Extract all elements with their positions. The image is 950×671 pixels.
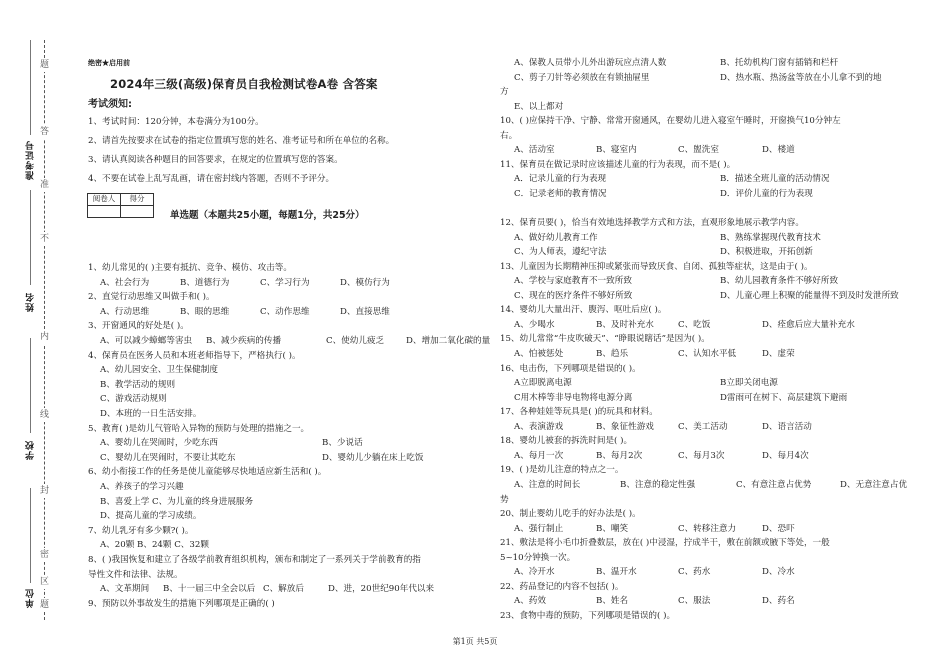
answer-option: A、药效 xyxy=(514,596,546,607)
answer-option: D雷雨可在树下、高层建筑下避雨 xyxy=(720,392,848,403)
notice-item: 1、考试时间：120分钟，本卷满分为100分。 xyxy=(88,117,264,127)
answer-option: A、社会行为 xyxy=(100,277,150,288)
answer-option: A、保教人员带小儿外出游玩应点清人数 xyxy=(514,58,667,68)
answer-option: A立即脱离电源 xyxy=(514,378,572,389)
answer-option: C、动作思维 xyxy=(260,306,310,317)
answer-option: D、直接思维 xyxy=(340,306,390,317)
notice-item: 3、请认真阅读各种题目的回答要求，在规定的位置填写您的答案。 xyxy=(88,155,343,165)
answer-option: A、20颗 B、24颗 C、32颗 xyxy=(100,540,209,551)
secret-mark: 绝密★启用前 xyxy=(88,58,130,67)
question-text: 4、保育员在医务人员和本班老师指导下，严格执行( )。 xyxy=(88,350,301,361)
question-text: 19、( )是幼儿注意的特点之一。 xyxy=(500,465,624,476)
question-text: 17、各种娃娃等玩具是( )的玩具和材料。 xyxy=(500,407,658,418)
answer-option: C．记录老师的教育情况 xyxy=(514,188,607,199)
answer-option: D、语言活动 xyxy=(762,421,812,432)
answer-option: B、姓名 xyxy=(596,596,629,607)
margin-label-name: 姓名 xyxy=(26,292,36,312)
section-title: 单选题（本题共25小题，每题1分，共25分） xyxy=(170,210,365,221)
notice-item: 2、请首先按要求在试卷的指定位置填写您的姓名、准考证号和所在单位的名称。 xyxy=(88,136,395,146)
answer-option: B、及时补充水 xyxy=(596,319,654,330)
answer-option: C、使幼儿疲乏 xyxy=(326,336,385,346)
answer-option: A、学校与家庭教育不一致所致 xyxy=(514,276,632,287)
answer-option: A、少喝水 xyxy=(514,319,555,330)
answer-option: C、婴幼儿在哭闹时，不要让其吃东 xyxy=(100,452,236,463)
score-table xyxy=(87,193,154,218)
unit-field xyxy=(30,488,31,583)
question-text: 6、幼小衔接工作的任务是使儿童能够尽快地适应新生活和( )。 xyxy=(88,467,327,478)
answer-option: D、药名 xyxy=(762,596,795,607)
answer-option: D、虚荣 xyxy=(762,349,795,359)
question-text: 势 xyxy=(500,494,509,505)
seal-char: 线 xyxy=(40,408,49,422)
answer-option: A、文革期间 xyxy=(100,584,150,595)
answer-option: C、转移注意力 xyxy=(678,523,737,534)
question-text: E、以上都对 xyxy=(514,101,564,112)
answer-option: A、怕被惩处 xyxy=(514,349,564,359)
answer-option: B、嘲笑 xyxy=(596,523,629,534)
question-text: 方 xyxy=(500,87,509,98)
answer-option: D、恐吓 xyxy=(762,523,795,534)
answer-option: D．评价儿童的行为表现 xyxy=(720,188,813,199)
question-text: 8、( )我国恢复和建立了各级学前教育组织机构，颁布和制定了一系列关于学前教育的指 xyxy=(88,555,421,565)
answer-option: B、眼的思维 xyxy=(180,306,230,317)
answer-option: C用木棒等非导电物将电源分离 xyxy=(514,392,633,403)
answer-option: A、可以减少蟑螂等害虫 xyxy=(100,336,193,346)
answer-option: B、十一届三中全会以后 xyxy=(163,584,256,595)
answer-option: D、本班的一日生活安排。 xyxy=(100,409,202,419)
seal-char: 题 xyxy=(40,58,49,72)
answer-option: D、儿童心理上积聚的能量得不到及时发泄所致 xyxy=(720,290,899,301)
page-title: 2024年三级(高级)保育员自我检测试卷A卷 含答案 xyxy=(110,77,378,91)
seal-char: 答 xyxy=(40,125,49,139)
seal-char: 准 xyxy=(40,178,49,192)
margin-label-unit: 单位 xyxy=(26,588,36,608)
answer-option: C、药水 xyxy=(678,567,711,578)
answer-option: B、幼儿园教育条件不够好所致 xyxy=(720,276,839,287)
question-text: 20、制止婴幼儿吃手的好办法是( )。 xyxy=(500,509,641,520)
answer-option: B．描述全班儿童的活动情况 xyxy=(720,174,830,185)
question-text: 14、婴幼儿大量出汗、腹泻、呕吐后应( )。 xyxy=(500,305,667,316)
answer-option: B、托幼机构门窗有插销和栏杆 xyxy=(720,58,839,68)
school-field xyxy=(30,338,31,433)
answer-option: A．记录儿童的行为表现 xyxy=(514,174,607,185)
answer-option: A、强行制止 xyxy=(514,523,564,534)
answer-option: D、提高儿童的学习成绩。 xyxy=(100,511,202,522)
answer-option: B、熟练掌握现代教育技术 xyxy=(720,232,821,243)
answer-option: A、幼儿园安全、卫生保健制度 xyxy=(100,365,218,376)
answer-option: A、每月一次 xyxy=(514,450,564,461)
answer-option: A、婴幼儿在哭闹时，少吃东西 xyxy=(100,438,218,449)
notice-heading: 考试须知: xyxy=(88,99,132,110)
answer-option: D、楼道 xyxy=(762,145,795,156)
answer-option: D、热水瓶、热汤盆等放在小儿拿不到的地 xyxy=(720,72,882,83)
seal-char: 区 xyxy=(40,575,49,589)
question-text: 21、敷法是将小毛巾折叠数层，放在( )中浸湿，拧成半干，敷在前额或腋下等处，一般 xyxy=(500,538,830,549)
question-text: 11、保育员在做记录时应该描述儿童的行为表现，而不是( )。 xyxy=(500,159,736,170)
score-blank xyxy=(121,206,154,218)
answer-option: C、盥洗室 xyxy=(678,145,719,156)
answer-option: C、现在的医疗条件不够好所致 xyxy=(514,290,633,301)
answer-option: B、少说话 xyxy=(322,438,363,449)
question-text: 右。 xyxy=(500,130,518,141)
question-text: 1、幼儿常见的( )主要有抵抗、竞争、模仿、攻击等。 xyxy=(88,263,292,273)
name-field xyxy=(30,190,31,285)
answer-option: D、积极进取，开拓创新 xyxy=(720,247,813,258)
question-text: 16、电击伤，下列哪项是错误的( )。 xyxy=(500,363,641,374)
question-text: 9、预防以外事故发生的措施下列哪项是正确的( ) xyxy=(88,598,275,609)
answer-option: B、减少疾病的传播 xyxy=(206,336,282,346)
seal-char: 密 xyxy=(40,548,49,562)
question-text: 3、开窗通风的好处是( )。 xyxy=(88,321,189,332)
answer-option: C、服法 xyxy=(678,596,711,607)
grader-cell: 阅卷人 xyxy=(88,194,121,206)
question-text: 18、婴幼儿被套的拆洗时间是( )。 xyxy=(500,436,633,447)
answer-option: C、为人师表，遵纪守法 xyxy=(514,247,607,258)
seal-char: 不 xyxy=(40,232,49,246)
question-text: 2、直觉行动思维又叫做手和( )。 xyxy=(88,292,215,303)
answer-option: D、模仿行为 xyxy=(340,277,390,288)
answer-option: C、每月3次 xyxy=(678,450,725,461)
answer-option: B、教学活动的规则 xyxy=(100,379,176,390)
answer-option: B、注意的稳定性强 xyxy=(620,479,696,490)
question-text: 5~10分钟换一次。 xyxy=(500,552,576,563)
question-text-cont: 导性文件和法律、法规。 xyxy=(88,569,183,580)
answer-option: D、无意注意占优 xyxy=(840,479,908,490)
score-cell: 得分 xyxy=(121,194,154,206)
exam-id-field xyxy=(30,40,31,135)
answer-option: A、注意的时间长 xyxy=(514,479,581,490)
answer-option: B、喜爱上学 C、为儿童的终身进展服务 xyxy=(100,496,254,507)
question-text: 12、保育员要( )，恰当有效地选择教学方式和方法，直观形象地展示教学内容。 xyxy=(500,218,804,229)
answer-option: C、有意注意占优势 xyxy=(736,479,812,490)
question-text: 5、教育( )是幼儿气管哈入异物的预防与处理的措施之一。 xyxy=(88,423,310,434)
seal-char: 封 xyxy=(40,484,49,498)
seal-char: 题 xyxy=(40,598,49,612)
answer-option: C、认知水平低 xyxy=(678,349,737,359)
question-text: 23、食物中毒的预防，下列哪项是错误的( )。 xyxy=(500,610,676,621)
question-text: 13、儿童因为长期精神压抑或紧张而导致厌食、自闭、孤独等症状，这是由于( )。 xyxy=(500,261,813,272)
answer-option: A、做好幼儿教育工作 xyxy=(514,232,598,243)
page-footer: 第1页 共5页 xyxy=(452,637,498,646)
answer-option: C、剪子刀针等必须放在有锁抽屉里 xyxy=(514,72,650,83)
answer-option: C、游戏活动规则 xyxy=(100,394,167,405)
answer-option: B、寝室内 xyxy=(596,145,637,156)
answer-option: A、行动思维 xyxy=(100,306,150,317)
answer-option: B、象征性游戏 xyxy=(596,421,654,432)
answer-option: C、美工活动 xyxy=(678,421,728,432)
answer-option: C、解放后 xyxy=(263,584,304,595)
answer-option: B、每月2次 xyxy=(596,450,643,461)
answer-option: A、冷开水 xyxy=(514,567,555,578)
question-text: 15、幼儿常常“牛皮吹破天”、“睁眼说瞎话”是因为( )。 xyxy=(500,334,710,345)
answer-option: B、温开水 xyxy=(596,567,637,578)
answer-option: D、进，20世纪90年代以来 xyxy=(328,584,435,595)
answer-option: A、活动室 xyxy=(514,145,555,156)
answer-option: D、婴幼儿少躺在床上吃饭 xyxy=(322,452,424,463)
margin-label-exam-id: 准考证号 xyxy=(26,140,36,180)
answer-option: A、养孩子的学习兴趣 xyxy=(100,482,184,492)
seal-char: 内 xyxy=(40,330,49,344)
answer-option: D、每月4次 xyxy=(762,450,809,461)
answer-option: B、趋乐 xyxy=(596,349,629,359)
question-text: 10、( )应保持干净、宁静、常常开窗通风，在婴幼儿进入寝室午睡时，开窗换气10分钟左 xyxy=(500,116,841,127)
margin-label-school: 学校 xyxy=(26,440,36,460)
question-text: 7、幼儿乳牙有多少颗?( )。 xyxy=(88,525,194,536)
answer-option: B立即关闭电源 xyxy=(720,378,778,389)
answer-option: C、学习行为 xyxy=(260,277,310,288)
answer-option: D、增加二氧化碳的量 xyxy=(406,336,491,346)
answer-option: B、道德行为 xyxy=(180,277,230,288)
answer-option: D、痊愈后应大量补充水 xyxy=(762,319,855,330)
answer-option: A、表演游戏 xyxy=(514,421,564,432)
grader-blank xyxy=(88,206,121,218)
answer-option: D、冷水 xyxy=(762,567,795,578)
notice-item: 4、不要在试卷上乱写乱画，请在密封线内答题，否则不予评分。 xyxy=(88,174,335,184)
answer-option: C、吃饭 xyxy=(678,319,711,330)
question-text: 22、药品登记的内容不包括( )。 xyxy=(500,581,624,592)
